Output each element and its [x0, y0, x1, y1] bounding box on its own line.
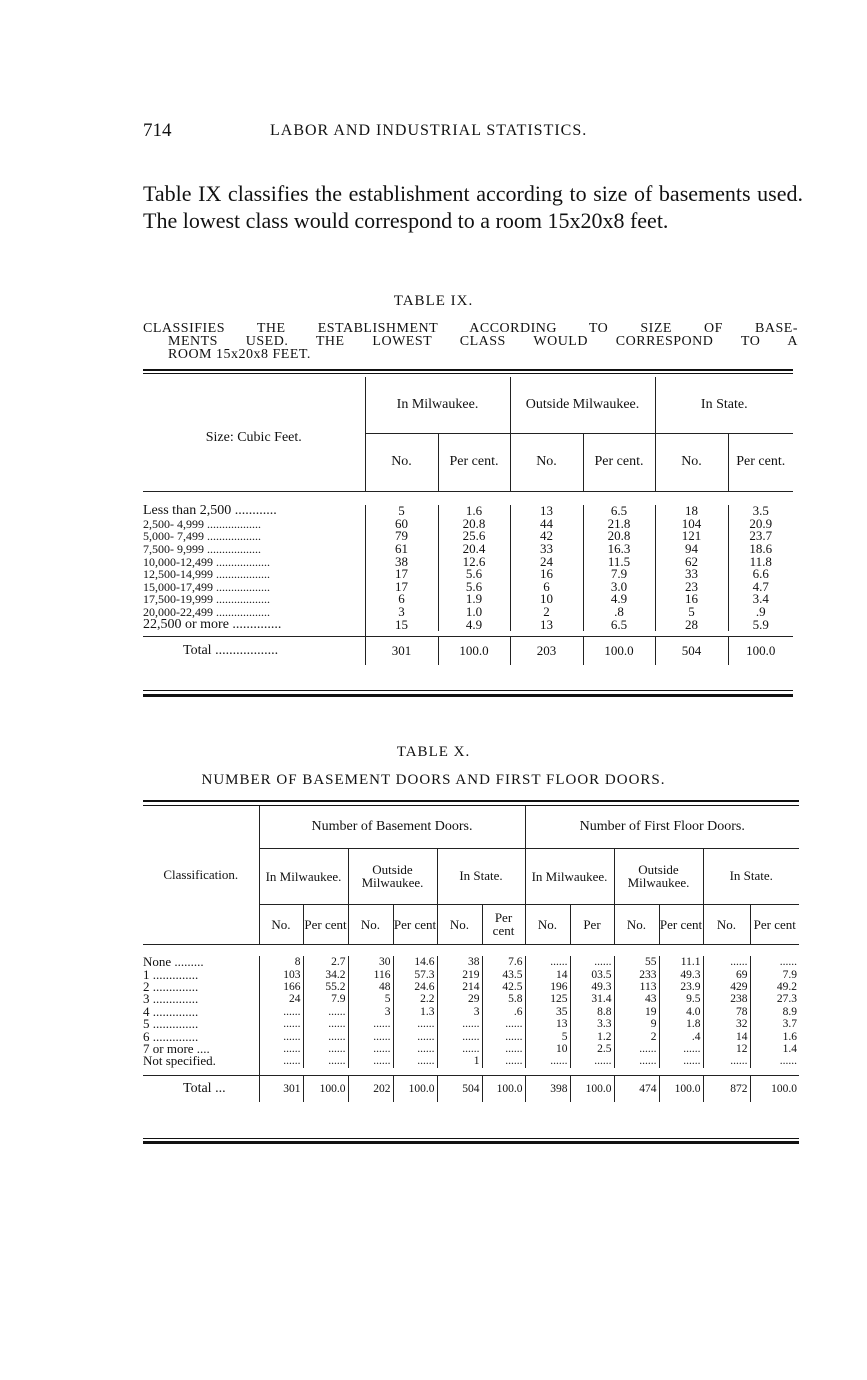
- table10-col-head: Per cent: [750, 904, 799, 944]
- table10-total-cell: 398: [525, 1076, 570, 1102]
- table9-cell: 23.7: [728, 530, 793, 543]
- table10-cell: 1.2: [570, 1030, 614, 1042]
- table10-cell: 219: [437, 968, 482, 980]
- table10-cell: 55: [614, 956, 659, 968]
- table10-cell: 5.8: [482, 993, 525, 1005]
- table9-cell: 20.9: [728, 518, 793, 531]
- table10-cell: 113: [614, 981, 659, 993]
- table10-cell: 1.8: [659, 1018, 703, 1030]
- table9-row-label: 22,500 or more ..............: [143, 618, 282, 631]
- table10-cell: ......: [750, 956, 799, 968]
- table9-subtitle: [143, 322, 798, 361]
- table10-cell: ......: [482, 1018, 525, 1030]
- table9-row-label: 2,500- 4,999 ..................: [143, 517, 261, 531]
- table10-cell: 9: [614, 1018, 659, 1030]
- table10-cell: 24: [259, 993, 303, 1005]
- table9-cell: 62: [655, 555, 728, 568]
- table10-total-row: [143, 1076, 799, 1102]
- table9-total-cell: 203: [510, 637, 583, 665]
- table9-cell: 11.5: [583, 555, 655, 568]
- table10-sub-state: In State.: [703, 848, 799, 904]
- table9-row-label: 17,500-19,999 ..................: [143, 593, 270, 606]
- table10-cell: 32: [703, 1018, 750, 1030]
- table10-row-label: 2 ..............: [143, 980, 199, 994]
- table10-cell: ......: [303, 1006, 348, 1018]
- table10-cell: 03.5: [570, 968, 614, 980]
- table10-cell: ......: [259, 1018, 303, 1030]
- table10-cell: 14.6: [393, 956, 437, 968]
- table10-cell: 35: [525, 1006, 570, 1018]
- table10-cell: 24.6: [393, 981, 437, 993]
- table10-row-label: 7 or more ....: [143, 1042, 210, 1056]
- table10-cell: ......: [303, 1018, 348, 1030]
- table10-total-cell: 872: [703, 1076, 750, 1102]
- table10-sub-outside: Outside Milwaukee.: [348, 848, 437, 904]
- table9-cell: 20.8: [438, 518, 510, 531]
- table10-cell: 30: [348, 956, 393, 968]
- table10-col-head: Per cent: [659, 904, 703, 944]
- table10-row: [143, 968, 799, 980]
- table10-cell: 10: [525, 1043, 570, 1055]
- table10-row: [143, 1055, 799, 1067]
- table9-cell: 42: [510, 530, 583, 543]
- table10-total-cell: 100.0: [303, 1076, 348, 1102]
- table10-cell: 29: [437, 993, 482, 1005]
- table9-cell: 13: [510, 505, 583, 518]
- table10-cell: ......: [703, 1055, 750, 1067]
- table9-cell: 121: [655, 530, 728, 543]
- table9-col-no: No.: [510, 433, 583, 491]
- table9-cell: 4.7: [728, 581, 793, 594]
- table10-cell: 2.7: [303, 956, 348, 968]
- table10-cell: ......: [348, 1055, 393, 1067]
- table9-cell: .9: [728, 606, 793, 619]
- table10-cell: ......: [437, 1018, 482, 1030]
- table10-cell: 43: [614, 993, 659, 1005]
- table9-cell: 44: [510, 518, 583, 531]
- table10-cell: ......: [259, 1055, 303, 1067]
- table9-row-label: 12,500-14,999 ..................: [143, 567, 270, 581]
- table9-cell: 60: [365, 518, 438, 531]
- table10-cell: ......: [525, 956, 570, 968]
- table10-cell: 14: [703, 1030, 750, 1042]
- table10-cell: 42.5: [482, 981, 525, 993]
- table9-total-label: Total ..................: [183, 643, 279, 659]
- table10-cell: 14: [525, 968, 570, 980]
- table10-cell: ......: [303, 1055, 348, 1067]
- table9-cell: 20.4: [438, 543, 510, 556]
- table10-cell: .4: [659, 1030, 703, 1042]
- table9-cell: 17: [365, 581, 438, 594]
- table10-cell: .6: [482, 1006, 525, 1018]
- table9-row-label: 20,000-22,499 ..................: [143, 605, 270, 619]
- table10-cell: 8: [259, 956, 303, 968]
- table10-row: [143, 1006, 799, 1018]
- running-head: LABOR AND INDUSTRIAL STATISTICS.: [270, 122, 588, 139]
- table9-cell: 1.0: [438, 606, 510, 619]
- table10-cell: ......: [570, 956, 614, 968]
- table10-cell: ......: [348, 1030, 393, 1042]
- table10-cell: 238: [703, 993, 750, 1005]
- table9-cell: 16: [655, 593, 728, 606]
- table9-cell: 17: [365, 568, 438, 581]
- table10-cell: 3.7: [750, 1018, 799, 1030]
- table10-cell: ......: [703, 956, 750, 968]
- table9-row: [143, 618, 793, 631]
- table9-subtitle-line2: MENTS USED. THE LOWEST CLASS WOULD CORRESPOND TO A: [168, 334, 798, 349]
- table9-cell: 18.6: [728, 543, 793, 556]
- table10-sub-state: In State.: [437, 848, 525, 904]
- table9-col-pct: Per cent.: [728, 433, 793, 491]
- table10-cell: 166: [259, 981, 303, 993]
- table10-cell: 5: [348, 993, 393, 1005]
- table9-cell: .8: [583, 606, 655, 619]
- table9-total-cell: 504: [655, 637, 728, 665]
- table10-total-cell: 100.0: [570, 1076, 614, 1102]
- table9-title: TABLE IX.: [393, 293, 474, 309]
- table10-cell: 12: [703, 1043, 750, 1055]
- table10-total-cell: 202: [348, 1076, 393, 1102]
- table10-cell: 1.6: [750, 1030, 799, 1042]
- table10-row-label: None .........: [143, 956, 204, 969]
- table10-cell: 31.4: [570, 993, 614, 1005]
- table9-row-label: 7,500- 9,999 ..................: [143, 542, 261, 556]
- table10-total-cell: 504: [437, 1076, 482, 1102]
- table10-row: [143, 956, 799, 968]
- table9-stub-header: Size: Cubic Feet.: [205, 429, 302, 445]
- table9-cell: 6: [510, 581, 583, 594]
- table10-cell: 214: [437, 981, 482, 993]
- table10-cell: ......: [303, 1030, 348, 1042]
- table9-cell: 13: [510, 618, 583, 631]
- table10-cell: 34.2: [303, 968, 348, 980]
- table9-col-no: No.: [365, 433, 438, 491]
- table9-cell: 16: [510, 568, 583, 581]
- table9-cell: 18: [655, 505, 728, 518]
- table10-cell: 103: [259, 968, 303, 980]
- table10-cell: 125: [525, 993, 570, 1005]
- table10-cell: 7.9: [303, 993, 348, 1005]
- table10-row: [143, 993, 799, 1005]
- table9-row-label: 5,000- 7,499 ..................: [143, 530, 261, 543]
- table10-cell: ......: [348, 1018, 393, 1030]
- table9-cell: 23: [655, 581, 728, 594]
- table10-col-head: Per: [570, 904, 614, 944]
- table9-col-no: No.: [655, 433, 728, 491]
- table10-cell: 48: [348, 981, 393, 993]
- table9-cell: 3.4: [728, 593, 793, 606]
- table9-bottom-rule-thin: [143, 690, 793, 691]
- table9-cell: 104: [655, 518, 728, 531]
- table10-col-head: No.: [259, 904, 303, 944]
- intro-paragraph: Table IX classifies the establishment according to size of basements used. The lowest class would correspond to a room 15x20x8 feet.: [143, 181, 803, 233]
- table10-group-first-floor: Number of First Floor Doors.: [525, 806, 799, 848]
- table10-col-head: Per cent: [482, 904, 525, 944]
- table10-cell: 8.8: [570, 1006, 614, 1018]
- table10-cell: ......: [614, 1043, 659, 1055]
- table9-top-rule: [143, 369, 793, 371]
- table10-cell: 49.3: [659, 968, 703, 980]
- table9-subtitle-line1: CLASSIFIES THE ESTABLISHMENT ACCORDING TO SIZE OF BASE-: [143, 321, 798, 336]
- table10-row-label: 3 ..............: [143, 993, 199, 1006]
- table9-col-pct: Per cent.: [438, 433, 510, 491]
- table9-total-row: [143, 637, 793, 665]
- table9-cell: 28: [655, 618, 728, 631]
- table9-cell: 6: [365, 593, 438, 606]
- table10-cell: 5: [525, 1030, 570, 1042]
- table10-cell: ......: [437, 1043, 482, 1055]
- table9-cell: 15: [365, 618, 438, 631]
- table9-cell: 1.6: [438, 505, 510, 518]
- table10-cell: 13: [525, 1018, 570, 1030]
- table9-cell: 11.8: [728, 555, 793, 568]
- table10-col-head: No.: [437, 904, 482, 944]
- table9-cell: 4.9: [438, 618, 510, 631]
- table9-row-label: 10,000-12,499 ..................: [143, 555, 270, 568]
- table10-sub-milwaukee: In Milwaukee.: [525, 848, 614, 904]
- table10-cell: 69: [703, 968, 750, 980]
- table10-cell: 1.4: [750, 1043, 799, 1055]
- table10-stub-header: Classification.: [163, 867, 239, 882]
- table10-cell: ......: [482, 1055, 525, 1067]
- table10-cell: ......: [393, 1018, 437, 1030]
- table10-total-cell: 100.0: [393, 1076, 437, 1102]
- table9-cell: 3: [365, 606, 438, 619]
- table9: [143, 377, 793, 665]
- table9-total-cell: 100.0: [728, 637, 793, 665]
- table10-col-head: Per cent: [303, 904, 348, 944]
- table10-cell: 429: [703, 981, 750, 993]
- table9-cell: 1.9: [438, 593, 510, 606]
- table10-cell: ......: [259, 1006, 303, 1018]
- table10-cell: ......: [482, 1030, 525, 1042]
- table10-cell: 3: [348, 1006, 393, 1018]
- table9-cell: 21.8: [583, 518, 655, 531]
- table10-row: [143, 1043, 799, 1055]
- table10-cell: 78: [703, 1006, 750, 1018]
- table10-sub-milwaukee: In Milwaukee.: [259, 848, 348, 904]
- table10-cell: 55.2: [303, 981, 348, 993]
- table9-cell: 16.3: [583, 543, 655, 556]
- table10-title: TABLE X.: [396, 744, 471, 760]
- table9-cell: 5.9: [728, 618, 793, 631]
- table10-cell: 7.6: [482, 956, 525, 968]
- table9-top-rule-thin: [143, 373, 793, 374]
- table10-row-label: 1 ..............: [143, 968, 199, 981]
- table9-row-label: 15,000-17,499 ..................: [143, 580, 270, 594]
- table9-cell: 24: [510, 555, 583, 568]
- table10-total-cell: 100.0: [750, 1076, 799, 1102]
- table10-cell: ......: [750, 1055, 799, 1067]
- table10-col-head: No.: [348, 904, 393, 944]
- table10-cell: ......: [525, 1055, 570, 1067]
- table10-total-label: Total ...: [183, 1080, 226, 1096]
- table10-row: [143, 1018, 799, 1030]
- table10-row-label: Not specified.: [143, 1055, 216, 1068]
- table9-cell: 3.0: [583, 581, 655, 594]
- table9-cell: 5: [365, 505, 438, 518]
- table9-cell: 79: [365, 530, 438, 543]
- table10-cell: 4.0: [659, 1006, 703, 1018]
- table9-cell: 33: [655, 568, 728, 581]
- table9-total-cell: 301: [365, 637, 438, 665]
- table10-cell: ......: [393, 1030, 437, 1042]
- table10-cell: ......: [303, 1043, 348, 1055]
- table10-cell: ......: [393, 1055, 437, 1067]
- table9-cell: 12.6: [438, 555, 510, 568]
- table10-cell: ......: [659, 1055, 703, 1067]
- table10-row-label: 5 ..............: [143, 1017, 199, 1031]
- table9-group-outside: Outside Milwaukee.: [510, 377, 655, 433]
- table10-cell: 38: [437, 956, 482, 968]
- table9-col-pct: Per cent.: [583, 433, 655, 491]
- table9-bottom-rule: [143, 694, 793, 697]
- table10-col-head: Per cent: [393, 904, 437, 944]
- table10-cell: ......: [348, 1043, 393, 1055]
- table10-cell: 49.2: [750, 981, 799, 993]
- table10-row: [143, 981, 799, 993]
- table9-cell: 7.9: [583, 568, 655, 581]
- table10-row: [143, 1030, 799, 1042]
- table10-cell: ......: [614, 1055, 659, 1067]
- table9-cell: 6.5: [583, 505, 655, 518]
- table10-cell: 7.9: [750, 968, 799, 980]
- table9-total-cell: 100.0: [438, 637, 510, 665]
- table10-cell: 116: [348, 968, 393, 980]
- table10-cell: ......: [437, 1030, 482, 1042]
- table9-cell: 10: [510, 593, 583, 606]
- table10-bottom-rule-thin: [143, 1138, 799, 1139]
- table9-cell: 3.5: [728, 505, 793, 518]
- table9-cell: 2: [510, 606, 583, 619]
- table9-cell: 5.6: [438, 568, 510, 581]
- table10-cell: ......: [259, 1030, 303, 1042]
- table10-cell: ......: [259, 1043, 303, 1055]
- table10-cell: 3: [437, 1006, 482, 1018]
- table10-group-basement: Number of Basement Doors.: [259, 806, 525, 848]
- table10-cell: 9.5: [659, 993, 703, 1005]
- page-number: 714: [143, 120, 172, 141]
- table10-sub-outside: Outside Milwaukee.: [614, 848, 703, 904]
- table10-cell: 2.5: [570, 1043, 614, 1055]
- table9-cell: 20.8: [583, 530, 655, 543]
- table10-col-head: No.: [525, 904, 570, 944]
- table10-cell: 43.5: [482, 968, 525, 980]
- table9-cell: 61: [365, 543, 438, 556]
- table9-cell: 5: [655, 606, 728, 619]
- table10-row-label: 6 ..............: [143, 1030, 199, 1043]
- table10-cell: 11.1: [659, 956, 703, 968]
- table10-total-cell: 100.0: [659, 1076, 703, 1102]
- table9-cell: 6.5: [583, 618, 655, 631]
- table10-cell: 57.3: [393, 968, 437, 980]
- table10-top-rule: [143, 800, 799, 802]
- table10-total-cell: 301: [259, 1076, 303, 1102]
- table9-subtitle-line3: ROOM 15x20x8 FEET.: [168, 347, 311, 362]
- table9-total-cell: 100.0: [583, 637, 655, 665]
- table10-cell: 1: [437, 1055, 482, 1067]
- table10-cell: 1.3: [393, 1006, 437, 1018]
- table9-group-milwaukee: In Milwaukee.: [365, 377, 510, 433]
- table10-total-cell: 474: [614, 1076, 659, 1102]
- table10-subtitle: NUMBER OF BASEMENT DOORS AND FIRST FLOOR DOORS.: [201, 772, 666, 788]
- table10-cell: 19: [614, 1006, 659, 1018]
- table9-group-state: In State.: [655, 377, 793, 433]
- table9-cell: 4.9: [583, 593, 655, 606]
- table9-cell: 25.6: [438, 530, 510, 543]
- table10-cell: 2: [614, 1030, 659, 1042]
- table10-total-cell: 100.0: [482, 1076, 525, 1102]
- table9-cell: 5.6: [438, 581, 510, 594]
- table10-cell: ......: [393, 1043, 437, 1055]
- table10-cell: 233: [614, 968, 659, 980]
- table10-cell: ......: [659, 1043, 703, 1055]
- table10-cell: ......: [570, 1055, 614, 1067]
- table9-cell: 38: [365, 555, 438, 568]
- table10-cell: 23.9: [659, 981, 703, 993]
- table9-cell: 6.6: [728, 568, 793, 581]
- table10-col-head: No.: [614, 904, 659, 944]
- table10-cell: 196: [525, 981, 570, 993]
- table10: [143, 806, 799, 1102]
- table10-cell: 3.3: [570, 1018, 614, 1030]
- table10-col-head: No.: [703, 904, 750, 944]
- table9-cell: 33: [510, 543, 583, 556]
- table10-cell: 27.3: [750, 993, 799, 1005]
- table10-cell: 49.3: [570, 981, 614, 993]
- table10-cell: ......: [482, 1043, 525, 1055]
- table10-cell: 2.2: [393, 993, 437, 1005]
- table9-row-label: Less than 2,500 ............: [143, 505, 277, 518]
- table10-bottom-rule: [143, 1141, 799, 1144]
- table10-cell: 8.9: [750, 1006, 799, 1018]
- table10-row-label: 4 ..............: [143, 1005, 199, 1018]
- table9-cell: 94: [655, 543, 728, 556]
